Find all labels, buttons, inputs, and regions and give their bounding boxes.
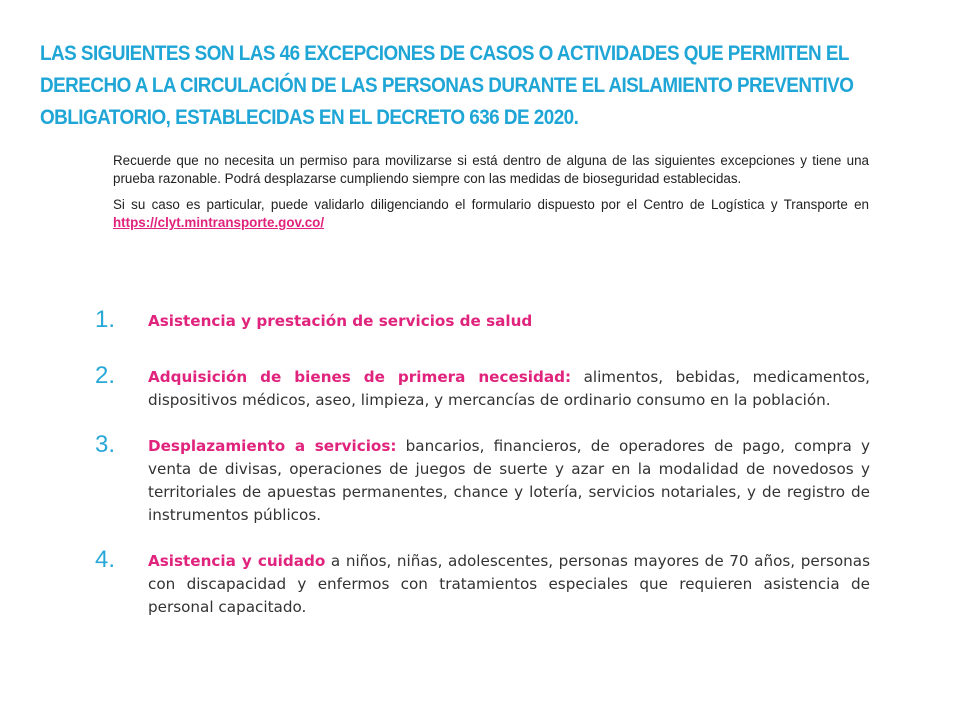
item-number: 2. <box>95 362 116 389</box>
clyt-link[interactable]: https://clyt.mintransporte.gov.co/ <box>113 215 325 230</box>
item-text <box>148 366 870 412</box>
intro-paragraph-2-text: Si su caso es particular, puede validarlo diligenciando el formulario dispuesto por el Centro de Logística y Transporte en <box>113 197 869 212</box>
intro-paragraph-2 <box>113 196 869 232</box>
item-highlight: Adquisición de bienes de primera necesidad: <box>148 368 572 386</box>
exceptions-list <box>95 306 871 619</box>
item-description: bancarios, financieros, de operadores de pago, compra y venta de divisas, operaciones de juegos de suerte y azar en la modalidad de novedosos y territoriales de apuestas permanentes, chance y lotería, servicios notariales, y de registro de instrumentos públicos. <box>148 437 871 524</box>
item-number: 4. <box>95 546 116 573</box>
list-item <box>95 431 871 527</box>
item-number: 3. <box>95 431 116 458</box>
item-highlight: Asistencia y cuidado <box>148 552 326 570</box>
item-highlight: Asistencia y prestación de servicios de salud <box>148 312 533 330</box>
list-item <box>95 546 871 619</box>
list-item <box>95 362 871 412</box>
item-text <box>148 435 870 527</box>
page-title: LAS SIGUIENTES SON LAS 46 EXCEPCIONES DE CASOS O ACTIVIDADES QUE PERMITEN EL DERECHO A LA CIRCULACIÓN DE LAS PERSONAS DURANTE EL AISLAMIENTO PREVENTIVO OBLIGATORIO, ESTABLECIDAS EN EL DECRETO 636 DE 2020. <box>40 42 854 129</box>
intro-section <box>113 152 869 240</box>
list-item <box>95 306 870 333</box>
item-description: a niños, niñas, adolescentes, personas mayores de 70 años, personas con discapacidad y enfermos con tratamientos especiales que requieren asistencia de personal capacitado. <box>148 552 871 616</box>
item-text <box>148 310 870 333</box>
item-highlight: Desplazamiento a servicios: <box>148 437 397 455</box>
item-description: alimentos, bebidas, medicamentos, dispositivos médicos, aseo, limpieza, y mercancías de ordinario consumo en la población. <box>148 368 871 409</box>
item-number: 1. <box>95 306 116 333</box>
item-text <box>148 550 870 619</box>
intro-paragraph-1: Recuerde que no necesita un permiso para movilizarse si está dentro de alguna de las siguientes excepciones y tiene una prueba razonable. Podrá desplazarse cumpliendo siempre con las medidas de bioseguridad establecidas. <box>113 153 869 186</box>
